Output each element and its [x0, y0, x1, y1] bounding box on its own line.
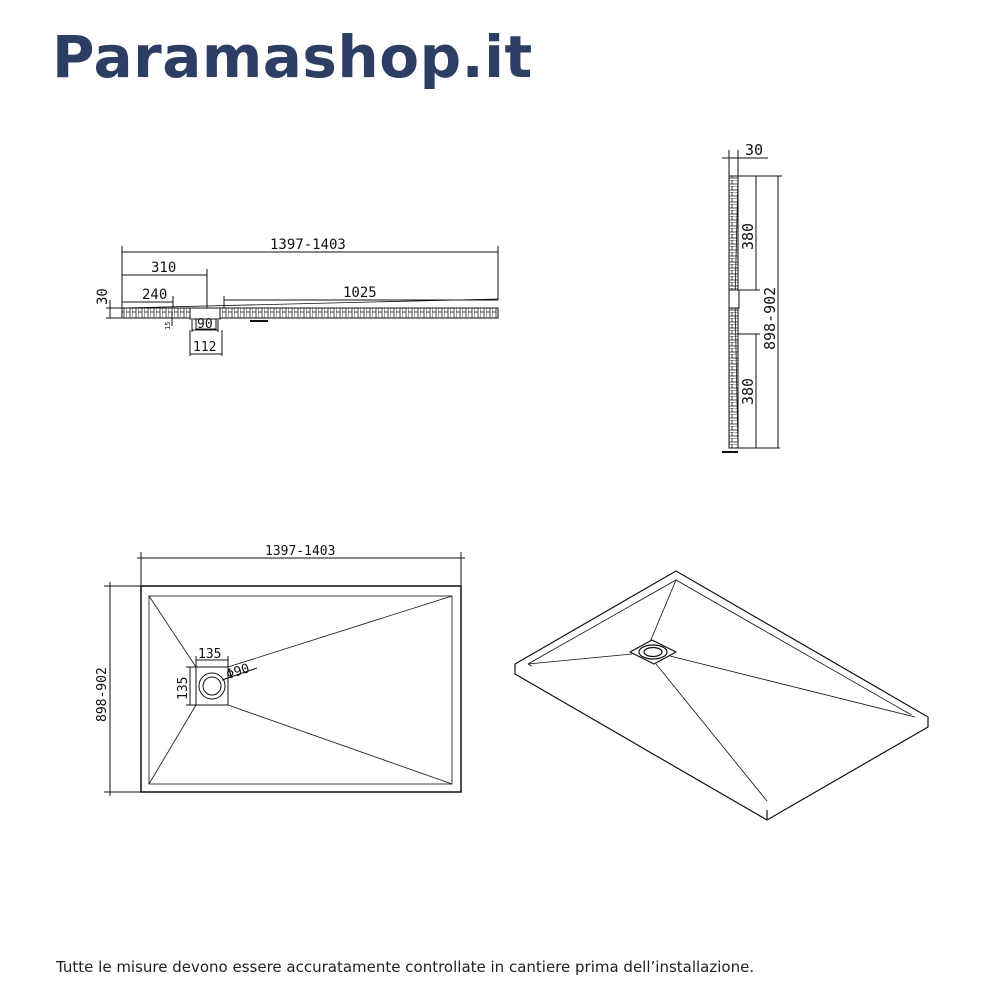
footer-note: Tutte le misure devono essere accuratamente controllate in cantiere prima dell’installazione. [56, 958, 755, 976]
top-overall-length: 1397-1403 [265, 544, 336, 559]
front-drain-offset: 310 [151, 260, 177, 276]
brand-logo: Paramashop.it [52, 23, 533, 91]
top-drain-box-w: 135 [198, 647, 222, 662]
front-drain-center: 240 [142, 287, 168, 303]
top-view [104, 552, 465, 796]
front-drain-width: 90 [197, 317, 213, 332]
side-thickness: 30 [745, 141, 764, 159]
front-tray-body [122, 308, 498, 318]
top-drain-diameter: Φ90 [224, 661, 252, 683]
front-height: 30 [95, 288, 111, 305]
front-drain-outer: 112 [193, 340, 217, 355]
front-slope-length: 1025 [343, 285, 377, 301]
side-overall-width: 898-902 [761, 286, 779, 350]
front-small-dim: 15 [164, 321, 172, 330]
top-overall-width: 898-902 [95, 667, 110, 722]
side-upper-segment: 380 [739, 222, 757, 250]
side-view-labels [739, 141, 779, 405]
front-view-labels [95, 237, 377, 355]
top-drain-box-h: 135 [176, 676, 191, 700]
isometric-view [515, 571, 928, 820]
top-tray-inner [149, 596, 452, 784]
side-lower-segment: 380 [739, 377, 757, 405]
front-overall-length: 1397-1403 [270, 237, 346, 253]
